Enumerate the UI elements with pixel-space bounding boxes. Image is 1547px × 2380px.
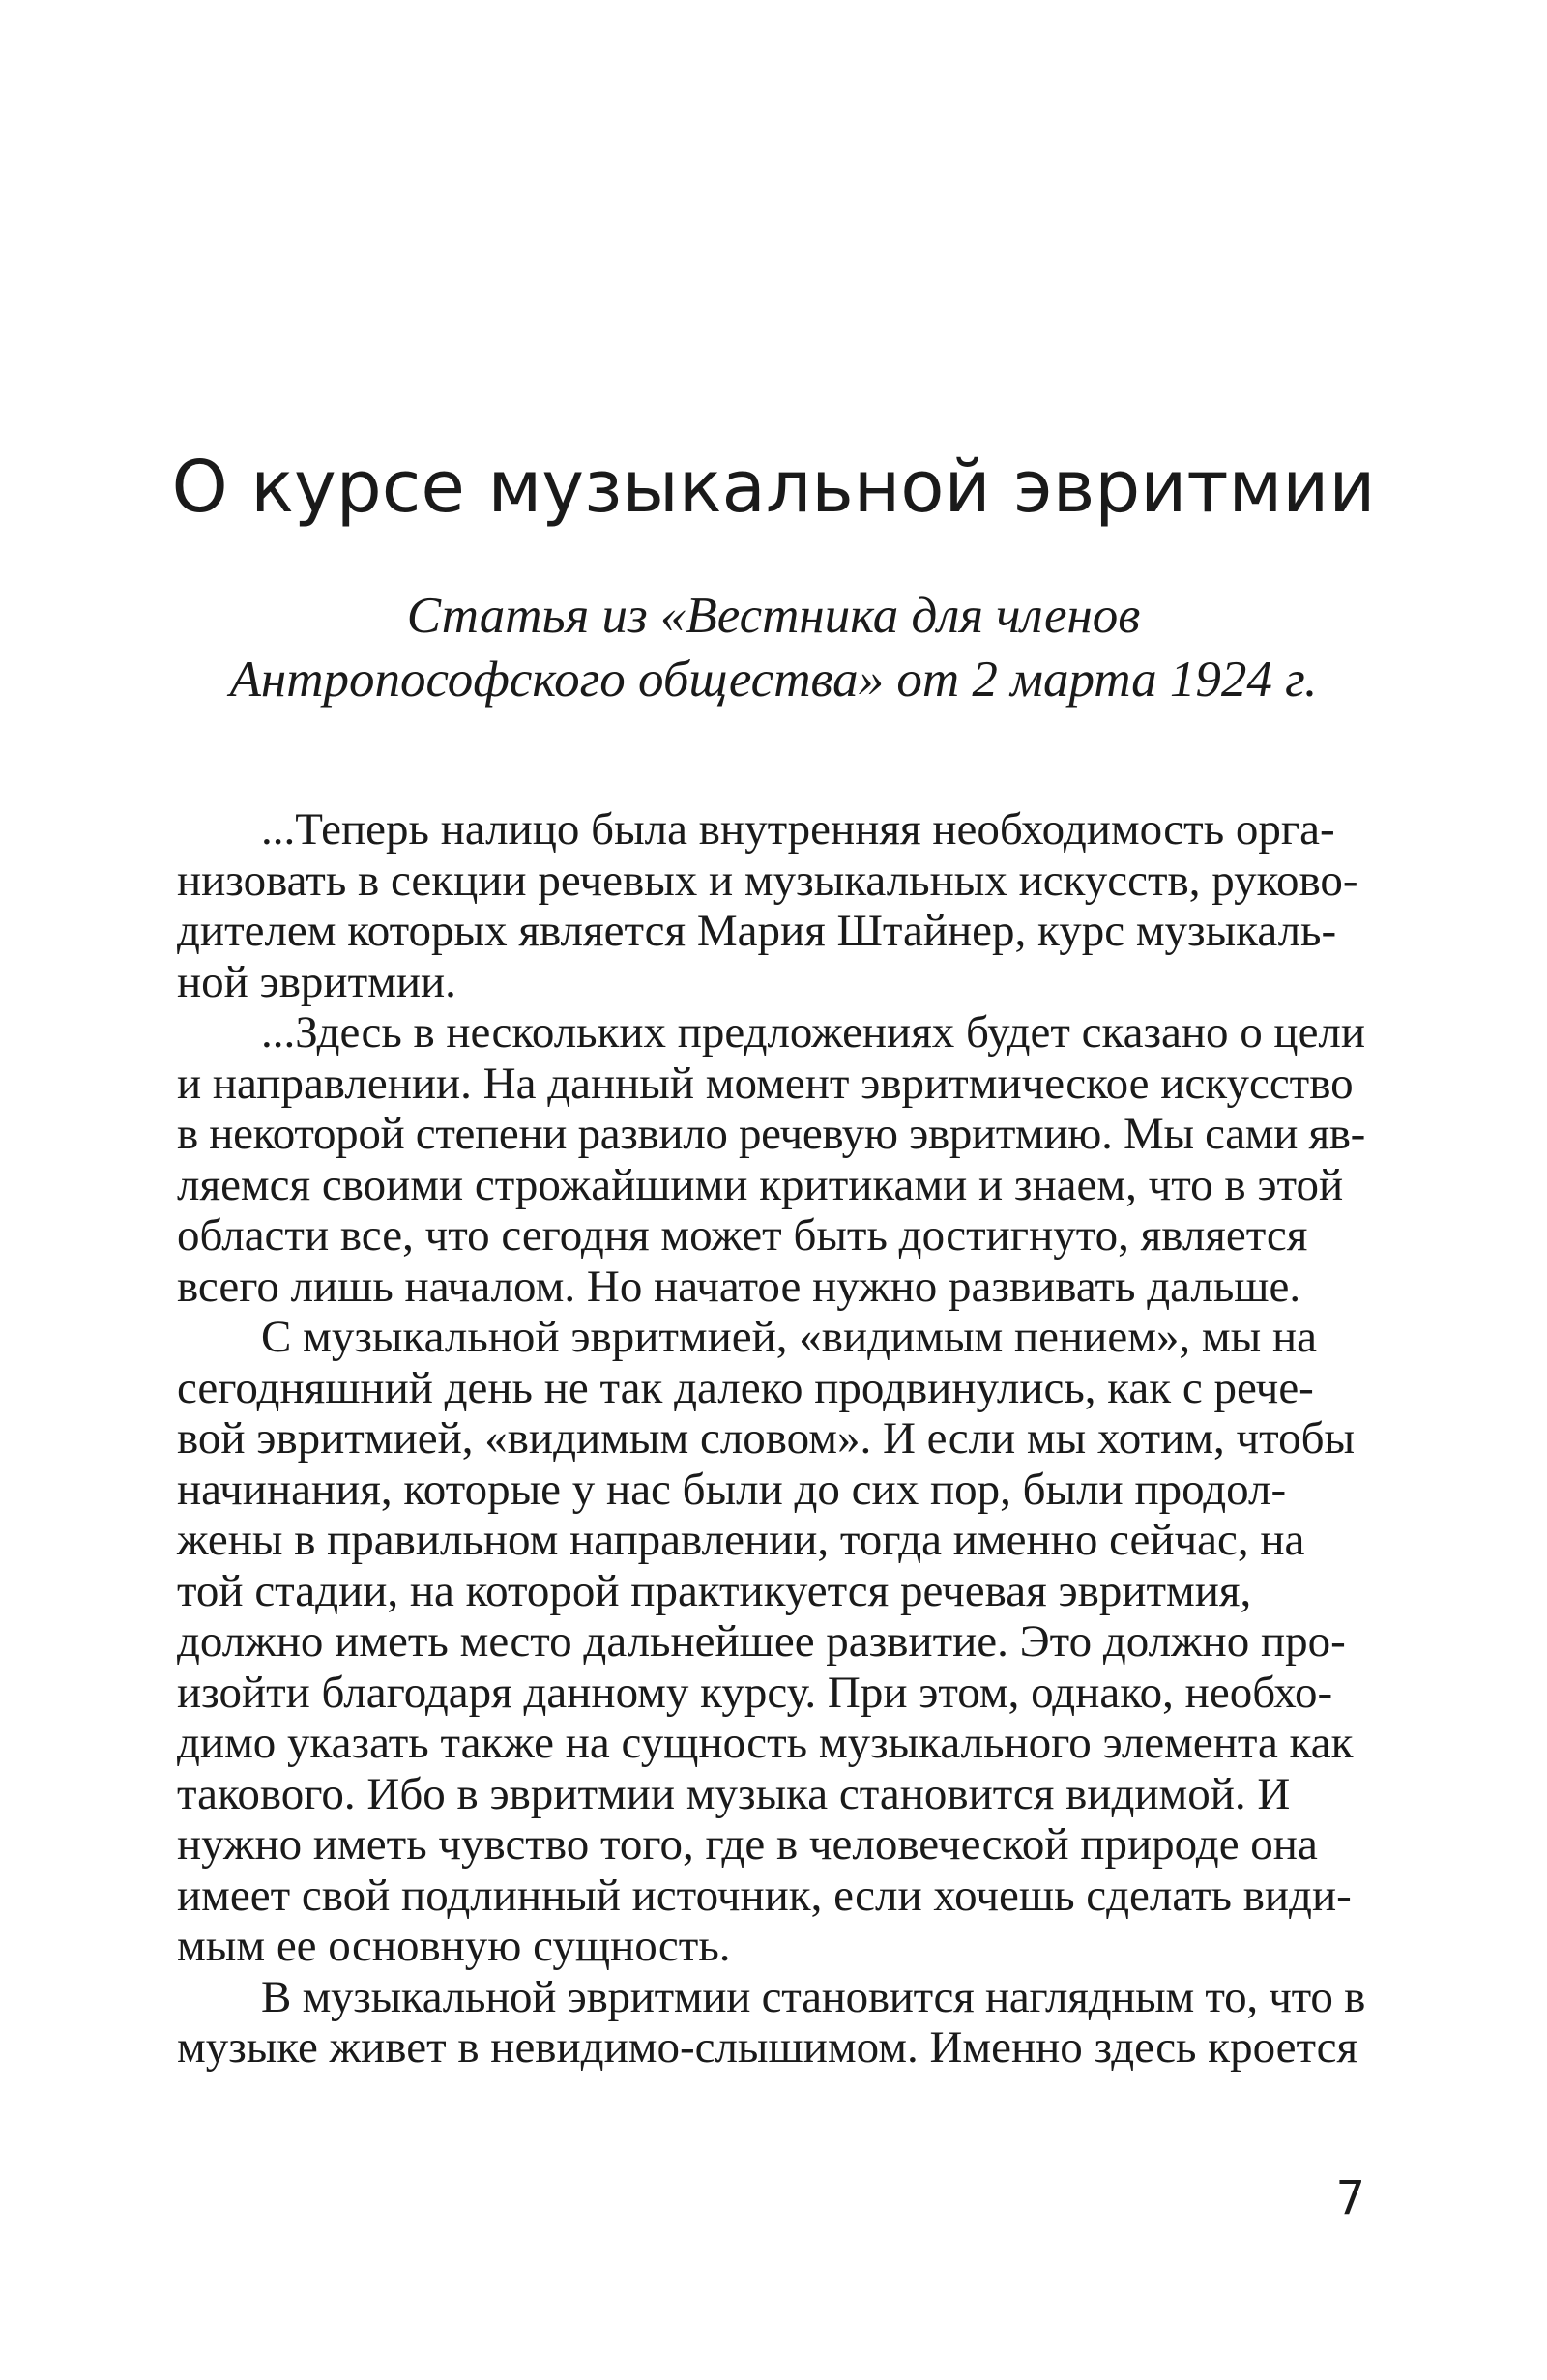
text-line: ляемся своими строжайшими критиками и знаем, что в этой [177, 1159, 1344, 1210]
text-line: той стадии, на которой практикуется речевая эвритмия, [177, 1565, 1252, 1616]
text-line: ...Здесь в нескольких предложениях будет сказано о цели [261, 1007, 1365, 1058]
text-line: С музыкальной эвритмией, «видимым пением», мы на [261, 1312, 1318, 1362]
text-line: музыке живет в невидимо-слышимом. Именно здесь кроется [177, 2022, 1358, 2073]
text-line: дителем которых является Мария Штайнер, курс музыкаль- [177, 906, 1337, 956]
text-line: области все, что сегодня может быть достигнуто, является [177, 1210, 1308, 1261]
page-title: О курсе музыкальной эвритмии [171, 446, 1376, 529]
text-line: димо указать также на сущность музыкального элемента как [177, 1718, 1354, 1768]
text-line: всего лишь началом. Но начатое нужно развивать дальше. [177, 1261, 1301, 1312]
body-text [177, 804, 1365, 2074]
subtitle-line: Статья из «Вестника для членов [406, 588, 1141, 644]
text-line: жены в правильном направлении, тогда именно сейчас, на [177, 1515, 1305, 1565]
text-line: в некоторой степени развило речевую эвритмию. Мы сами яв- [177, 1109, 1365, 1159]
text-line: мым ее основную сущность. [177, 1921, 731, 1971]
page-number: 7 [1335, 2171, 1365, 2225]
text-line: низовать в секции речевых и музыкальных искусств, руково- [177, 855, 1358, 906]
text-line: такового. Ибо в эвритмии музыка становится видимой. И [177, 1768, 1291, 1819]
text-line: и направлении. На данный момент эвритмическое искусство [177, 1058, 1354, 1109]
text-line: изойти благодаря данному курсу. При этом, однако, необхо- [177, 1667, 1333, 1718]
text-line: ...Теперь налицо была внутренняя необходимость орга- [261, 804, 1335, 855]
subtitle [0, 584, 1547, 711]
text-line: должно иметь место дальнейшее развитие. Это должно про- [177, 1616, 1346, 1667]
text-line: нужно иметь чувство того, где в человеческой природе она [177, 1819, 1318, 1870]
text-line: имеет свой подлинный источник, если хочешь сделать види- [177, 1870, 1352, 1921]
text-line: начинания, которые у нас были до сих пор, были продол- [177, 1464, 1287, 1515]
subtitle-line: Антропософского общества» от 2 марта 1924 г. [229, 652, 1318, 708]
text-line: сегодняшний день не так далеко продвинулись, как с рече- [177, 1362, 1314, 1413]
text-line: вой эвритмией, «видимым словом». И если мы хотим, чтобы [177, 1413, 1356, 1464]
text-line: В музыкальной эвритмии становится наглядным то, что в [261, 1971, 1365, 2022]
text-line: ной эвритмии. [177, 956, 456, 1007]
